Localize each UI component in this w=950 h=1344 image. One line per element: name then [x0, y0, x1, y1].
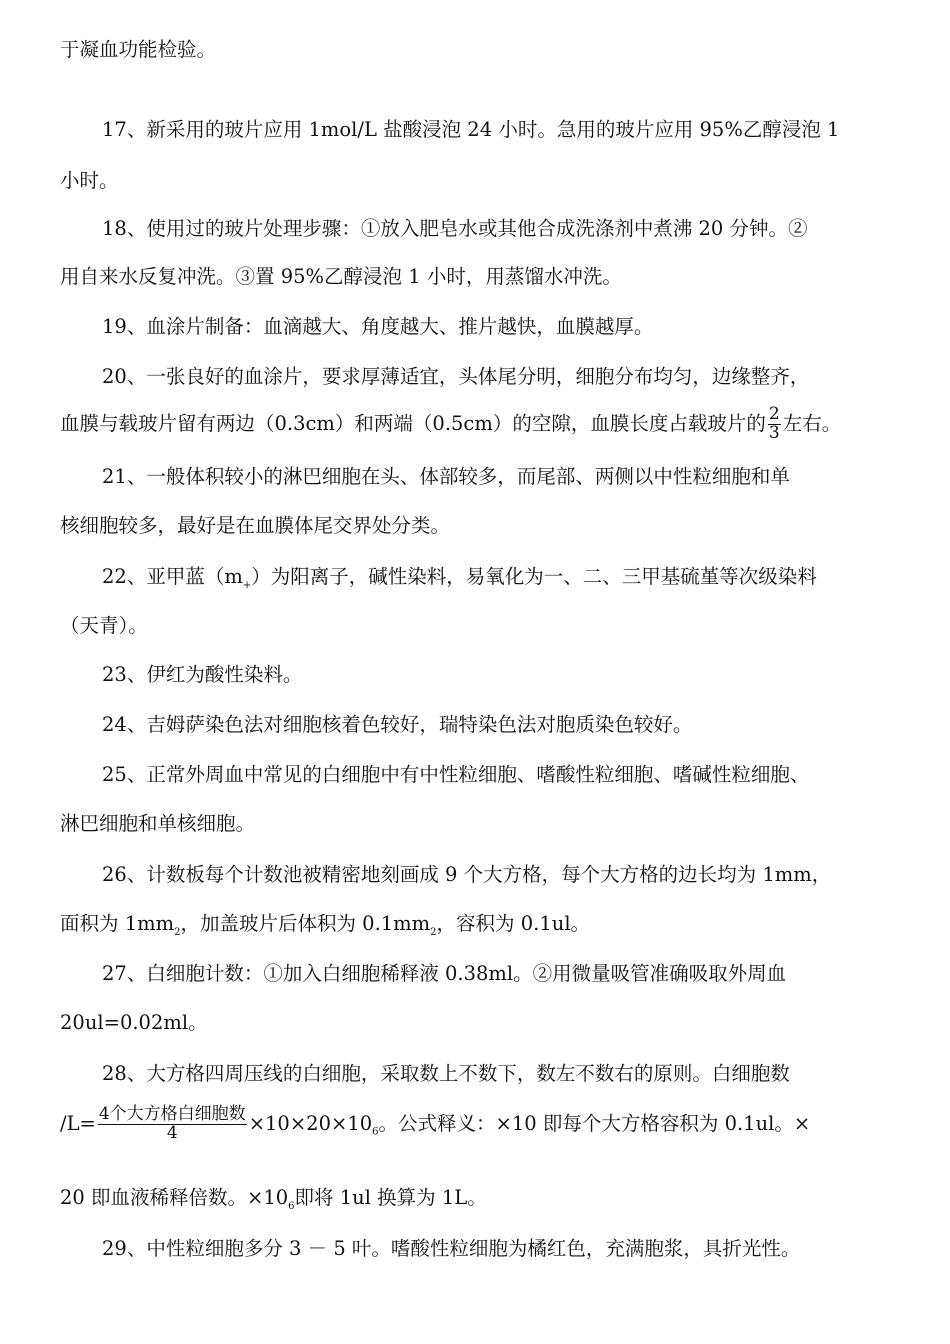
item-26-text-b: ，加盖玻片后体积为 0.1mm: [180, 912, 431, 935]
item-28-text-after: 即将 1ul 换算为 1L。: [294, 1186, 487, 1209]
item-18-line-2: 用自来水反复冲洗。③置 95%乙醇浸泡 1 小时，用蒸馏水冲洗。: [60, 265, 622, 288]
item-29-line: 29、中性粒细胞多分 3 － 5 叶。嗜酸性粒细胞为橘红色，充满胞浆，具折光性。: [102, 1237, 801, 1260]
volume-unit-exponent: 2: [430, 926, 437, 938]
item-17-line-1: 17、新采用的玻片应用 1mol/L 盐酸浸泡 24 小时。急用的玻片应用 95%乙醇浸泡 1: [102, 118, 840, 141]
wbc-count-fraction: [98, 1106, 247, 1143]
item-22-line-2: （天青）。: [60, 614, 148, 637]
item-27-line-1: 27、白细胞计数：①加入白细胞稀释液 0.38ml。②用微量吸管准确吸取外周血: [102, 962, 787, 985]
item-20-text-after: 左右。: [782, 411, 842, 435]
power-exponent: 6: [288, 1200, 295, 1212]
item-24-line: 24、吉姆萨染色法对细胞核着色较好，瑞特染色法对胞质染色较好。: [102, 713, 693, 736]
item-22-text-before: 22、亚甲蓝（m: [102, 565, 243, 588]
item-20-line-2: [60, 406, 841, 443]
item-25-line-1: 25、正常外周血中常见的白细胞中有中性粒细胞、嗜酸性粒细胞、嗜碱性粒细胞、: [102, 763, 810, 786]
item-28-line-1: 28、大方格四周压线的白细胞，采取数上不数下，数左不数右的原则。白细胞数: [102, 1062, 790, 1085]
item-20-line-1: 20、一张良好的血涂片，要求厚薄适宜，头体尾分明，细胞分布均匀，边缘整齐，: [102, 365, 810, 388]
item-21-line-1: 21、一般体积较小的淋巴细胞在头、体部较多，而尾部、两侧以中性粒细胞和单: [102, 465, 790, 488]
item-28-formula-line: [60, 1106, 810, 1146]
item-28-text-before: 20 即血液稀释倍数。×10: [60, 1186, 289, 1209]
item-28-line-3: [60, 1185, 487, 1220]
item-22-line-1: [102, 564, 817, 599]
item-25-line-2: 淋巴细胞和单核细胞。: [60, 812, 256, 835]
two-thirds-fraction: [768, 406, 781, 443]
fraction-denominator: 4: [166, 1122, 178, 1143]
power-exponent: 6: [372, 1126, 379, 1138]
item-26-line-2: [60, 911, 590, 946]
formula-explanation: 。公式释义：×10 即每个大方格容积为 0.1ul。×: [378, 1111, 811, 1135]
fraction-numerator: 4个大方格白细胞数: [98, 1104, 246, 1124]
formula-prefix: /L=: [60, 1111, 96, 1135]
fraction-numerator: 2: [768, 404, 780, 424]
cation-subscript: +: [242, 579, 252, 591]
formula-multipliers: ×10×20×10: [248, 1111, 373, 1135]
item-18-line-1: 18、使用过的玻片处理步骤：①放入肥皂水或其他合成洗涤剂中煮沸 20 分钟。②: [102, 217, 808, 240]
item-17-line-2: 小时。: [60, 169, 119, 192]
text-line: 于凝血功能检验。: [60, 38, 217, 61]
item-20-text-before: 血膜与载玻片留有两边（0.3cm）和两端（0.5cm）的空隙，血膜长度占载玻片的: [60, 411, 766, 435]
item-27-line-2: 20ul=0.02ml。: [60, 1011, 208, 1034]
item-22-text-after: ）为阳离子，碱性染料，易氧化为一、二、三甲基硫堇等次级染料: [251, 565, 817, 588]
fraction-denominator: 3: [768, 422, 780, 443]
item-26-text-c: ，容积为 0.1ul。: [436, 912, 591, 935]
area-unit-exponent: 2: [174, 926, 181, 938]
item-19-line: 19、血涂片制备：血滴越大、角度越大、推片越快，血膜越厚。: [102, 315, 654, 338]
item-21-line-2: 核细胞较多，最好是在血膜体尾交界处分类。: [60, 514, 451, 537]
item-23-line: 23、伊红为酸性染料。: [102, 663, 303, 686]
item-26-line-1: 26、计数板每个计数池被精密地刻画成 9 个大方格，每个大方格的边长均为 1mm，: [102, 863, 832, 886]
item-26-text-a: 面积为 1mm: [60, 912, 175, 935]
